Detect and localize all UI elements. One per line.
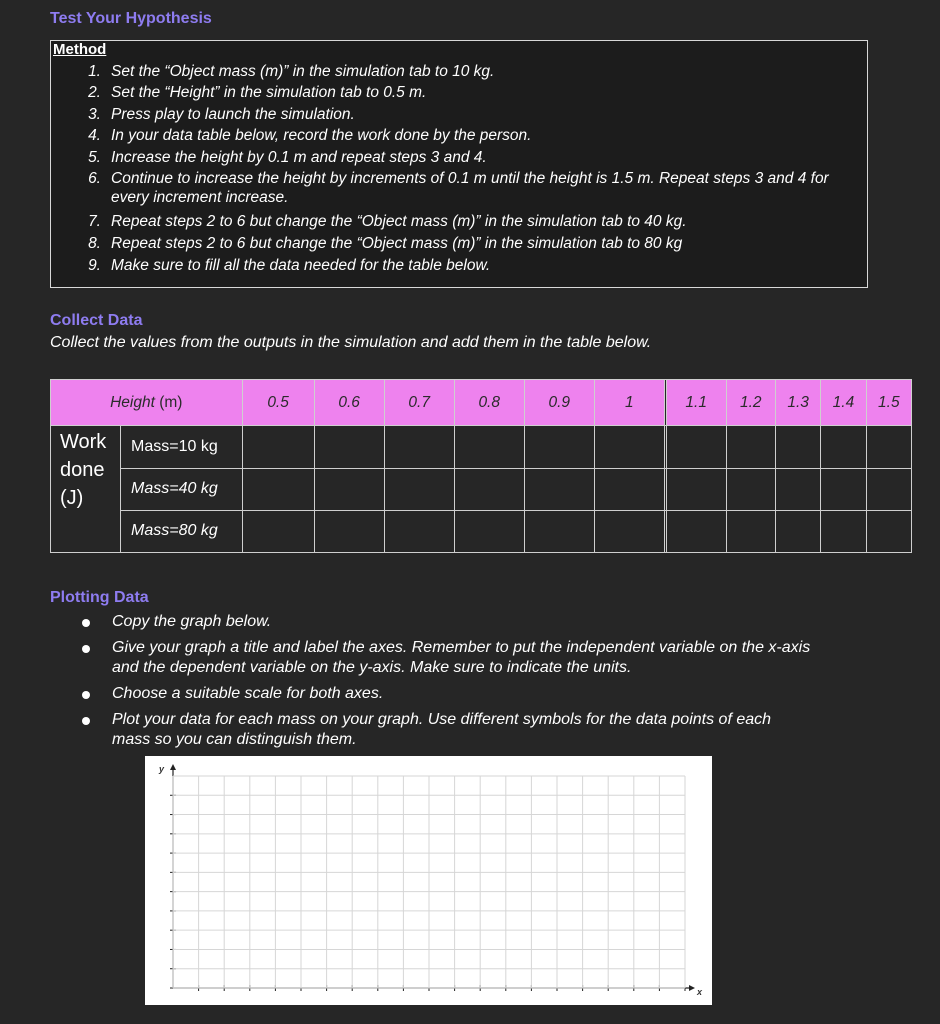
bullet-text: Plot your data for each mass on your graph. Use different symbols for the data points of each mass so you can distinguish them. xyxy=(112,711,772,748)
data-cell[interactable] xyxy=(242,510,314,552)
step-text: In your data table below, record the work done by the person. xyxy=(111,127,532,144)
step-number: 3. xyxy=(88,106,101,123)
step-number: 4. xyxy=(88,127,101,144)
table-row xyxy=(51,510,912,552)
step-text: Repeat steps 2 to 6 but change the “Object mass (m)” in the simulation tab to 40 kg. xyxy=(111,213,687,230)
data-cell[interactable] xyxy=(775,468,820,510)
bullet-text: Choose a suitable scale for both axes. xyxy=(112,685,384,702)
data-cell[interactable] xyxy=(384,468,454,510)
step-number: 1. xyxy=(88,63,101,80)
data-cell[interactable] xyxy=(726,510,775,552)
data-cell[interactable] xyxy=(314,468,384,510)
step-number: 9. xyxy=(88,257,101,274)
data-cell[interactable] xyxy=(524,510,594,552)
height-value: 1 xyxy=(594,380,664,426)
data-cell[interactable] xyxy=(314,426,384,468)
height-value: 0.9 xyxy=(524,380,594,426)
step-number: 6. xyxy=(88,170,101,187)
data-cell[interactable] xyxy=(594,468,664,510)
step-text: Make sure to fill all the data needed for the table below. xyxy=(111,257,491,274)
data-cell[interactable] xyxy=(866,468,911,510)
bullet-text: Give your graph a title and label the axes. Remember to put the independent variable on the x-axis and the dependent variable on the y-axis. Make sure to indicate the units. xyxy=(112,639,811,676)
data-cell[interactable] xyxy=(775,510,820,552)
data-cell[interactable] xyxy=(666,426,726,468)
section-title-collect-data: Collect Data xyxy=(50,312,143,329)
table-row xyxy=(51,468,912,510)
data-cell[interactable] xyxy=(594,426,664,468)
data-cell[interactable] xyxy=(726,468,775,510)
blank-graph xyxy=(145,756,712,1005)
method-label: Method xyxy=(53,41,107,58)
data-cell[interactable] xyxy=(866,510,911,552)
mass-label xyxy=(121,468,243,510)
section-title-test-hypothesis: Test Your Hypothesis xyxy=(50,10,212,27)
step-number: 8. xyxy=(88,235,101,252)
step-text: Press play to launch the simulation. xyxy=(111,106,355,123)
height-value: 1.2 xyxy=(726,380,775,426)
data-cell[interactable] xyxy=(454,468,524,510)
table-row xyxy=(51,426,912,468)
height-value: 0.7 xyxy=(384,380,454,426)
data-cell[interactable] xyxy=(384,510,454,552)
data-cell[interactable] xyxy=(314,510,384,552)
graph-grid xyxy=(145,756,712,1005)
bullet-dot xyxy=(82,717,90,725)
data-cell[interactable] xyxy=(775,426,820,468)
step-text: Set the “Object mass (m)” in the simulation tab to 10 kg. xyxy=(111,63,495,80)
section-title-plotting-data: Plotting Data xyxy=(50,589,149,606)
data-cell[interactable] xyxy=(666,468,726,510)
height-value: 1.3 xyxy=(775,380,820,426)
height-value: 0.5 xyxy=(242,380,314,426)
data-cell[interactable] xyxy=(524,468,594,510)
header-row xyxy=(51,380,912,426)
height-label: Height xyxy=(110,393,155,411)
x-axis-label: x xyxy=(697,987,703,997)
mass-label xyxy=(121,510,243,552)
step-text: Set the “Height” in the simulation tab to 0.5 m. xyxy=(111,84,427,101)
data-cell[interactable] xyxy=(821,468,866,510)
bullet-text: Copy the graph below. xyxy=(112,613,272,630)
data-cell[interactable] xyxy=(866,426,911,468)
mass-label: Mass=10 kg xyxy=(121,426,243,468)
method-box xyxy=(50,40,868,288)
bullet-dot xyxy=(82,645,90,653)
data-cell[interactable] xyxy=(821,510,866,552)
step-text: Repeat steps 2 to 6 but change the “Object mass (m)” in the simulation tab to 80 kg xyxy=(111,235,683,252)
data-cell[interactable] xyxy=(594,510,664,552)
step-text: Increase the height by 0.1 m and repeat steps 3 and 4. xyxy=(111,149,487,166)
height-value: 1.5 xyxy=(866,380,911,426)
data-cell[interactable] xyxy=(524,426,594,468)
height-value: 0.8 xyxy=(454,380,524,426)
data-cell[interactable] xyxy=(384,426,454,468)
step-number: 5. xyxy=(88,149,101,166)
y-axis-label: y xyxy=(159,764,165,774)
data-cell[interactable] xyxy=(821,426,866,468)
x-axis-arrow xyxy=(689,985,695,991)
bullet-dot xyxy=(82,619,90,627)
data-table xyxy=(50,379,912,553)
data-cell[interactable] xyxy=(666,510,726,552)
work-done-label: Work done (J) xyxy=(51,426,121,553)
data-cell[interactable] xyxy=(454,426,524,468)
height-header xyxy=(51,380,243,426)
step-text: Continue to increase the height by increments of 0.1 m until the height is 1.5 m. Repeat steps 3 and 4 for every increment increase. xyxy=(111,170,829,206)
bullet-dot xyxy=(82,691,90,699)
data-cell[interactable] xyxy=(242,426,314,468)
y-axis-arrow xyxy=(170,764,176,770)
height-value: 0.6 xyxy=(314,380,384,426)
height-value: 1.1 xyxy=(666,380,726,426)
mass-label-text: Mass=80 kg xyxy=(131,522,218,540)
height-value: 1.4 xyxy=(821,380,866,426)
step-number: 7. xyxy=(88,213,101,230)
collect-instructions: Collect the values from the outputs in the simulation and add them in the table below. xyxy=(50,334,652,351)
step-number: 2. xyxy=(88,84,101,101)
mass-label-text: Mass=40 kg xyxy=(131,480,218,498)
height-unit: (m) xyxy=(154,393,183,411)
data-cell[interactable] xyxy=(454,510,524,552)
data-cell[interactable] xyxy=(726,426,775,468)
data-cell[interactable] xyxy=(242,468,314,510)
